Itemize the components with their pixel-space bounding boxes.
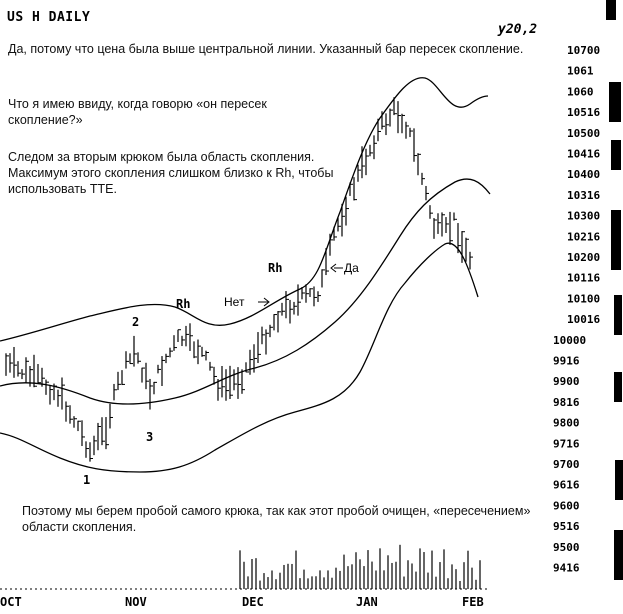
- scan-edge-mark: [614, 372, 622, 402]
- chart-annotation: Rh: [176, 297, 191, 311]
- y-tick-label: 10200: [567, 251, 601, 264]
- y-tick-label: 10400: [567, 168, 601, 182]
- scan-edge-mark: [615, 460, 623, 500]
- note-1: Да, потому что цена была выше центральной линии. Указанный бар пересек скопление.: [8, 42, 524, 56]
- y-tick-label: 10016: [567, 313, 601, 327]
- y-tick-label: 10216: [567, 230, 601, 244]
- chart-annotation: Да: [344, 261, 359, 275]
- lower-band: [0, 243, 478, 472]
- x-tick-label: FEB: [462, 595, 484, 609]
- y-tick-label: 9716: [553, 437, 580, 451]
- y-tick-label: 9616: [553, 478, 580, 492]
- y-tick-label: 10416: [567, 147, 601, 161]
- y-tick-label: 1060: [567, 85, 594, 99]
- x-tick-label: JAN: [356, 595, 378, 609]
- scan-edge-mark: [614, 295, 622, 335]
- y-tick-label: 9800: [553, 416, 580, 430]
- y-tick-label: 10116: [567, 271, 601, 285]
- envelope-bands: [0, 78, 490, 472]
- x-tick-label: OCT: [0, 595, 22, 609]
- center-band: [0, 179, 490, 404]
- volume-bars: [240, 545, 480, 589]
- y-tick-label: 9500: [553, 540, 580, 554]
- scan-edge-mark: [614, 530, 623, 580]
- y-tick-label: 9700: [553, 458, 580, 471]
- note-4: Поэтому мы берем пробой самого крюка, так как этот пробой очищен, «пересечением» области скопления.: [22, 504, 531, 534]
- chart-annotation: 1: [83, 473, 91, 487]
- y-tick-label: 9916: [553, 354, 580, 368]
- scan-edge-mark: [611, 140, 621, 170]
- y-tick-label: 9600: [553, 499, 580, 513]
- x-tick-label: DEC: [242, 595, 264, 609]
- chart-code: y20,2: [498, 22, 538, 37]
- chart-annotation: Rh: [268, 261, 283, 275]
- y-tick-label: 10000: [553, 333, 587, 347]
- y-tick-label: 1061: [567, 64, 594, 78]
- scan-edge-mark: [609, 82, 621, 122]
- chart-annotation: Нет: [224, 295, 245, 309]
- x-tick-label: NOV: [125, 595, 147, 609]
- y-tick-label: 9516: [553, 520, 580, 534]
- y-tick-label: 10100: [567, 292, 601, 306]
- y-tick-label: 10516: [567, 106, 601, 120]
- y-tick-label: 9900: [553, 375, 580, 389]
- scan-edge-mark: [606, 0, 616, 20]
- y-tick-label: 10500: [567, 126, 601, 140]
- chart-title: US H DAILY: [7, 10, 91, 25]
- y-tick-label: 9416: [553, 561, 580, 575]
- note-2: Что я имею ввиду, когда говорю «он пересек скопление?»: [8, 97, 267, 127]
- scan-edge-mark: [611, 210, 621, 270]
- y-tick-label: 9816: [553, 395, 580, 409]
- y-tick-label: 10700: [567, 44, 601, 57]
- chart-annotation: 2: [132, 315, 140, 329]
- note-3: Следом за вторым крюком была область скопления. Максимум этого скопления слишком близко к Rh, чтобы использовать TTE.: [8, 150, 334, 196]
- y-tick-label: 10316: [567, 188, 601, 202]
- chart-annotation: 3: [146, 430, 154, 444]
- y-tick-label: 10300: [567, 209, 601, 223]
